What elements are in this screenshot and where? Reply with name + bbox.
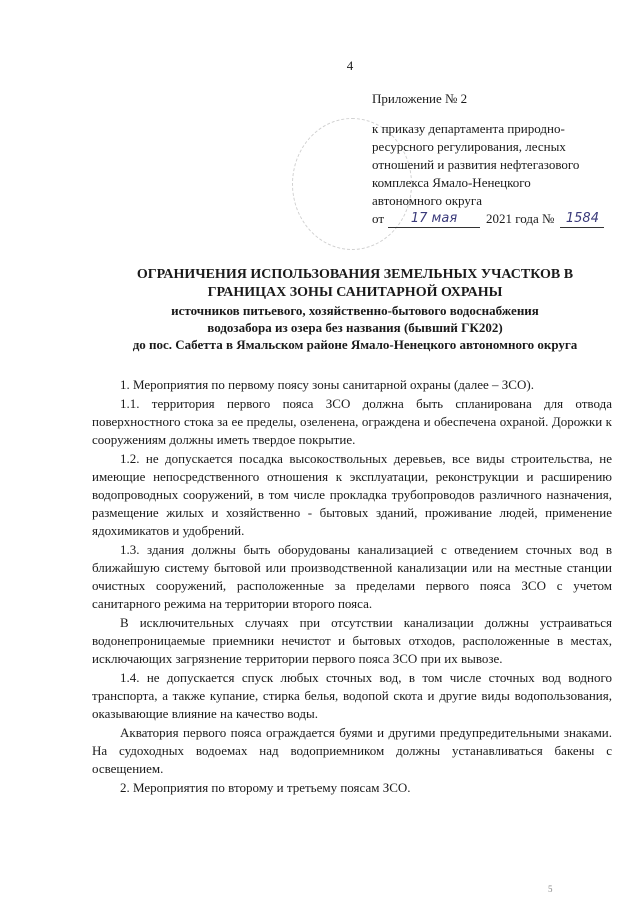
handwritten-date: 17 мая bbox=[410, 211, 458, 226]
date-prefix: от bbox=[372, 211, 385, 226]
scan-mark: 5 bbox=[548, 884, 553, 894]
handwritten-number: 1584 bbox=[565, 211, 599, 226]
appendix-line: к приказу департамента природно- bbox=[372, 121, 565, 136]
heading-line: источников питьевого, хозяйственно-бытового водоснабжения bbox=[171, 303, 539, 318]
paragraph: Акватория первого пояса ограждается буями и другими предупредительными знаками. На судоходных водоемах над водоприемником должны устанавливаться бакены с освещением. bbox=[92, 725, 612, 776]
paragraph: 1.4. не допускается спуск любых сточных вод, в том числе сточных вод водного транспорта, а также купание, стирка белья, водопой скота и другие виды водопользования, оказывающие влияние на качество воды. bbox=[92, 670, 612, 721]
appendix-block bbox=[372, 90, 622, 228]
appendix-line: автономного округа bbox=[372, 193, 482, 208]
heading-line: водозабора из озера без названия (бывший ГК202) bbox=[207, 320, 503, 335]
document-heading bbox=[90, 266, 620, 353]
heading-line: ГРАНИЦАХ ЗОНЫ САНИТАРНОЙ ОХРАНЫ bbox=[207, 285, 503, 300]
heading-line: до пос. Сабетта в Ямальском районе Ямало-Ненецкого автономного округа bbox=[132, 337, 578, 352]
paragraph: 1.3. здания должны быть оборудованы канализацией с отведением сточных вод в ближайшую систему бытовой или производственной канализации или на местные станции очистных сооружений, расположенные за пределами первого пояса ЗСО с учетом санитарного режима на территории второго пояса. bbox=[92, 542, 612, 611]
page-number: 4 bbox=[346, 58, 354, 73]
document-body bbox=[92, 376, 612, 798]
number-blank bbox=[560, 211, 604, 228]
paragraph: В исключительных случаях при отсутствии канализации должны устраиваться водонепроницаемые приемники нечистот и бытовых отходов, расположенные в местах, исключающих загрязнение территории первого пояса ЗСО при их вывозе. bbox=[92, 615, 612, 666]
order-date-line bbox=[372, 210, 622, 228]
heading-line: ОГРАНИЧЕНИЯ ИСПОЛЬЗОВАНИЯ ЗЕМЕЛЬНЫХ УЧАСТКОВ В bbox=[136, 267, 574, 282]
year-text: 2021 года № bbox=[486, 211, 555, 226]
paragraph: 2. Мероприятия по второму и третьему поясам ЗСО. bbox=[120, 780, 411, 795]
appendix-line: ресурсного регулирования, лесных bbox=[372, 139, 566, 154]
appendix-line: отношений и развития нефтегазового bbox=[372, 157, 580, 172]
paragraph: 1.1. территория первого пояса ЗСО должна быть спланирована для отвода поверхностного стока за ее пределы, озеленена, ограждена и обеспечена охраной. Дорожки к сооружениям должны иметь твердое покрытие. bbox=[92, 396, 612, 447]
appendix-title: Приложение № 2 bbox=[372, 91, 468, 106]
paragraph: 1. Мероприятия по первому поясу зоны санитарной охраны (далее – ЗСО). bbox=[120, 377, 534, 392]
appendix-line: комплекса Ямало-Ненецкого bbox=[372, 175, 531, 190]
paragraph: 1.2. не допускается посадка высокоствольных деревьев, все виды строительства, не имеющие непосредственного отношения к эксплуатации, реконструкции и расширению водопроводных сооружений, в том числе прокладка трубопроводов различного назначения, размещение жилых и хозяйственно - бытовых зданий, проживание людей, применение ядохимикатов и удобрений. bbox=[92, 451, 612, 538]
date-blank bbox=[388, 211, 480, 228]
